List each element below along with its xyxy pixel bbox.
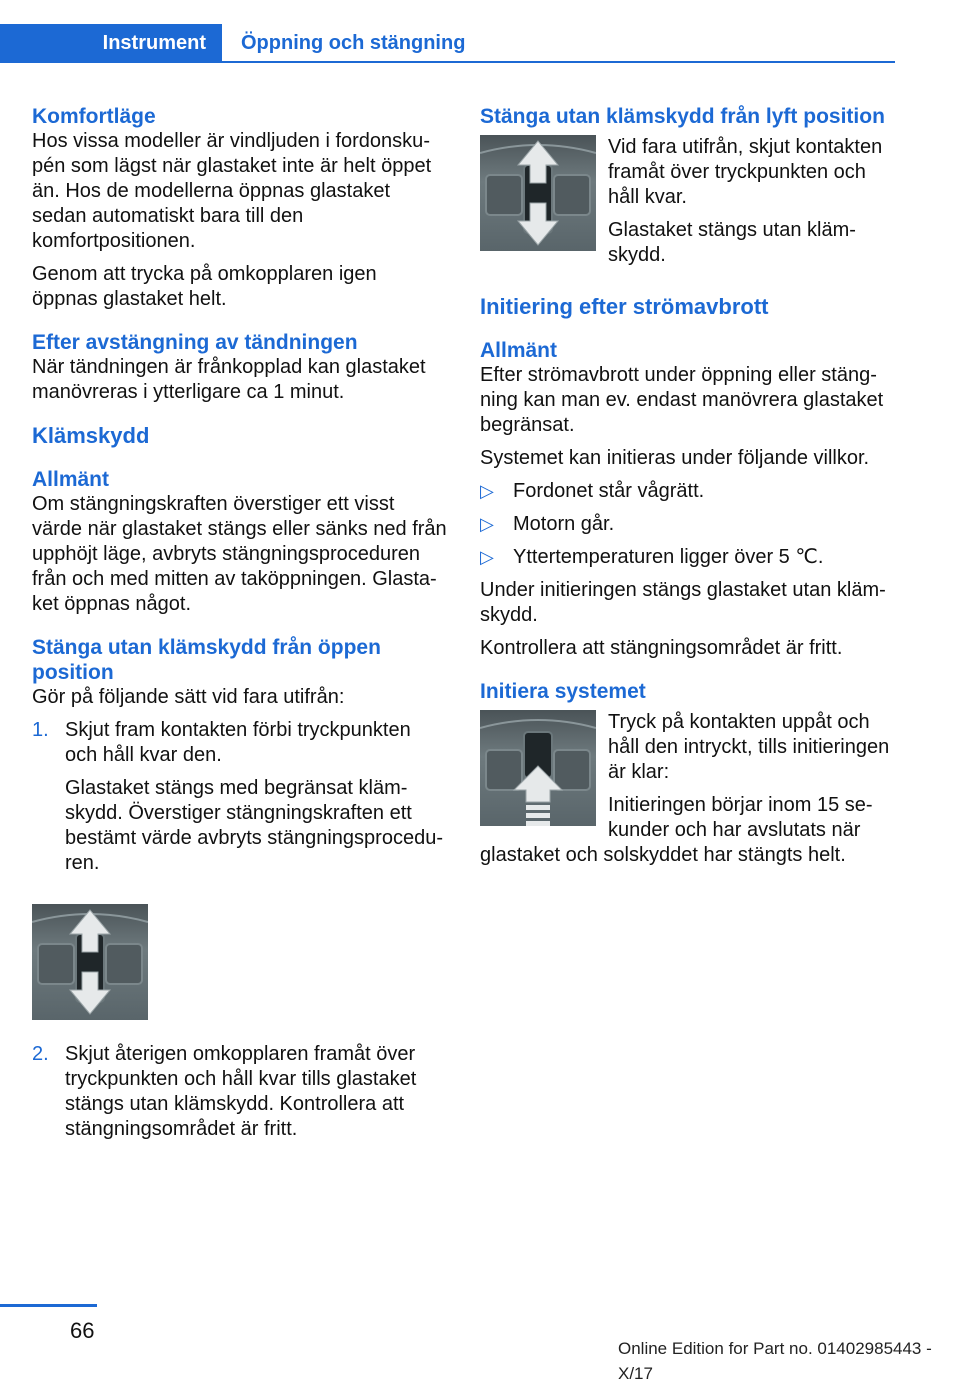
- efter-paragraph: När tändningen är frånkopplad kan glastaket manövreras i ytterligare ca 1 minut.: [32, 356, 426, 403]
- allmant-paragraph: Om stängningskraften överstiger ett visst värde när glastaket stängs eller sänks ned från upphöjt läge, avbryts stängningsproceduren från och med mitten av taköppningen. Glastaket öppnas något.: [32, 493, 447, 615]
- heading-komfortlage: Komfortläge: [32, 105, 156, 128]
- section-tab-opening-closing[interactable]: Öppning och stängning: [241, 31, 466, 54]
- stanga-oppen-intro: Gör på följande sätt vid fara utifrån:: [32, 686, 345, 708]
- page-header: [0, 0, 960, 63]
- bullet-triangle-icon: ▷: [480, 547, 494, 567]
- bullet-triangle-icon: ▷: [480, 514, 494, 534]
- right-column: [480, 104, 895, 876]
- heading-init-allmant: Allmänt: [480, 339, 558, 362]
- condition-item: [480, 512, 895, 537]
- condition-text: Yttertemperaturen ligger över 5 ℃.: [513, 546, 824, 568]
- heading-allmant: Allmänt: [32, 468, 110, 491]
- left-column: [32, 104, 447, 1150]
- edition-text: Online Edition for Part no. 01402985443 - X/17: [618, 1339, 932, 1383]
- condition-item: [480, 479, 895, 504]
- step1-text-1: Skjut fram kontakten förbi tryckpunkten och håll kvar den.: [65, 719, 411, 766]
- bullet-triangle-icon: ▷: [480, 481, 494, 501]
- step-number-1: 1.: [32, 719, 49, 741]
- step-item-2: [32, 1042, 447, 1142]
- init-paragraph-1: Efter strömavbrott under öppning eller stängning kan man ev. endast manövrera glastaket begränsat.: [480, 364, 884, 436]
- init-paragraph-4: Kontrollera att stängningsområdet är fritt.: [480, 637, 843, 659]
- condition-item: [480, 545, 895, 570]
- step2-text: Skjut återigen omkopplaren framåt över tryckpunkten och håll kvar tills glastaket stängs utan klämskydd. Kontrollera att stängningsområdet är fritt.: [65, 1043, 417, 1140]
- header-divider: [0, 61, 895, 63]
- komfort-paragraph-1: Hos vissa modeller är vindljuden i fordonskupén som lägst när glastaket inte är helt öppet än. Hos de modellerna öppnas glastaket sedan automatiskt bara till den komfortpositionen.: [32, 130, 432, 252]
- heading-klamskydd: Klämskydd: [32, 423, 150, 448]
- stanga-lyft-paragraph-1: Vid fara utifrån, skjut kontakten framåt över tryckpunkten och håll kvar.: [608, 136, 883, 208]
- step-item-1: [32, 718, 447, 876]
- init-paragraph-2: Systemet kan initieras under följande villkor.: [480, 447, 870, 469]
- conditions-list: [480, 479, 895, 570]
- heading-stanga-oppen: Stänga utan klämskydd från öppen position: [32, 636, 381, 684]
- step-number-2: 2.: [32, 1043, 49, 1065]
- condition-text: Motorn går.: [513, 513, 615, 535]
- initiera-paragraph-1: Tryck på kontakten uppåt och håll den intryckt, tills initieringen är klar:: [608, 711, 890, 783]
- page-number: 66: [70, 1318, 95, 1343]
- footer-divider: [0, 1304, 97, 1307]
- heading-initiering: Initiering efter strömavbrott: [480, 294, 769, 319]
- condition-text: Fordonet står vågrätt.: [513, 480, 705, 502]
- komfort-paragraph-2: Genom att trycka på omkopplaren igen öppnas glastaket helt.: [32, 263, 377, 310]
- initiera-paragraph-2: Initieringen börjar inom 15 sekunder och har avslutats när glastaket och solskyddet har stängts helt.: [480, 794, 873, 866]
- switch-image-lifted: [480, 135, 596, 251]
- steps-list-continued: [32, 1042, 447, 1142]
- init-paragraph-3: Under initieringen stängs glastaket utan klämskydd.: [480, 579, 886, 626]
- steps-list: [32, 718, 447, 876]
- heading-stanga-lyft: Stänga utan klämskydd från lyft position: [480, 105, 885, 128]
- heading-efter-avstangning: Efter avstängning av tändningen: [32, 331, 358, 354]
- step1-text-2: Glastaket stängs med begränsat klämskydd. Överstiger stängningskraften ett bestämt värde avbryts stängningsproceduren.: [65, 777, 443, 874]
- section-tab-instrument[interactable]: Instrument: [0, 24, 222, 62]
- stanga-lyft-paragraph-2: Glastaket stängs utan klämskydd.: [608, 219, 856, 266]
- switch-image-init: [480, 710, 596, 826]
- switch-image-open: [32, 904, 148, 1020]
- heading-initiera-systemet: Initiera systemet: [480, 680, 646, 703]
